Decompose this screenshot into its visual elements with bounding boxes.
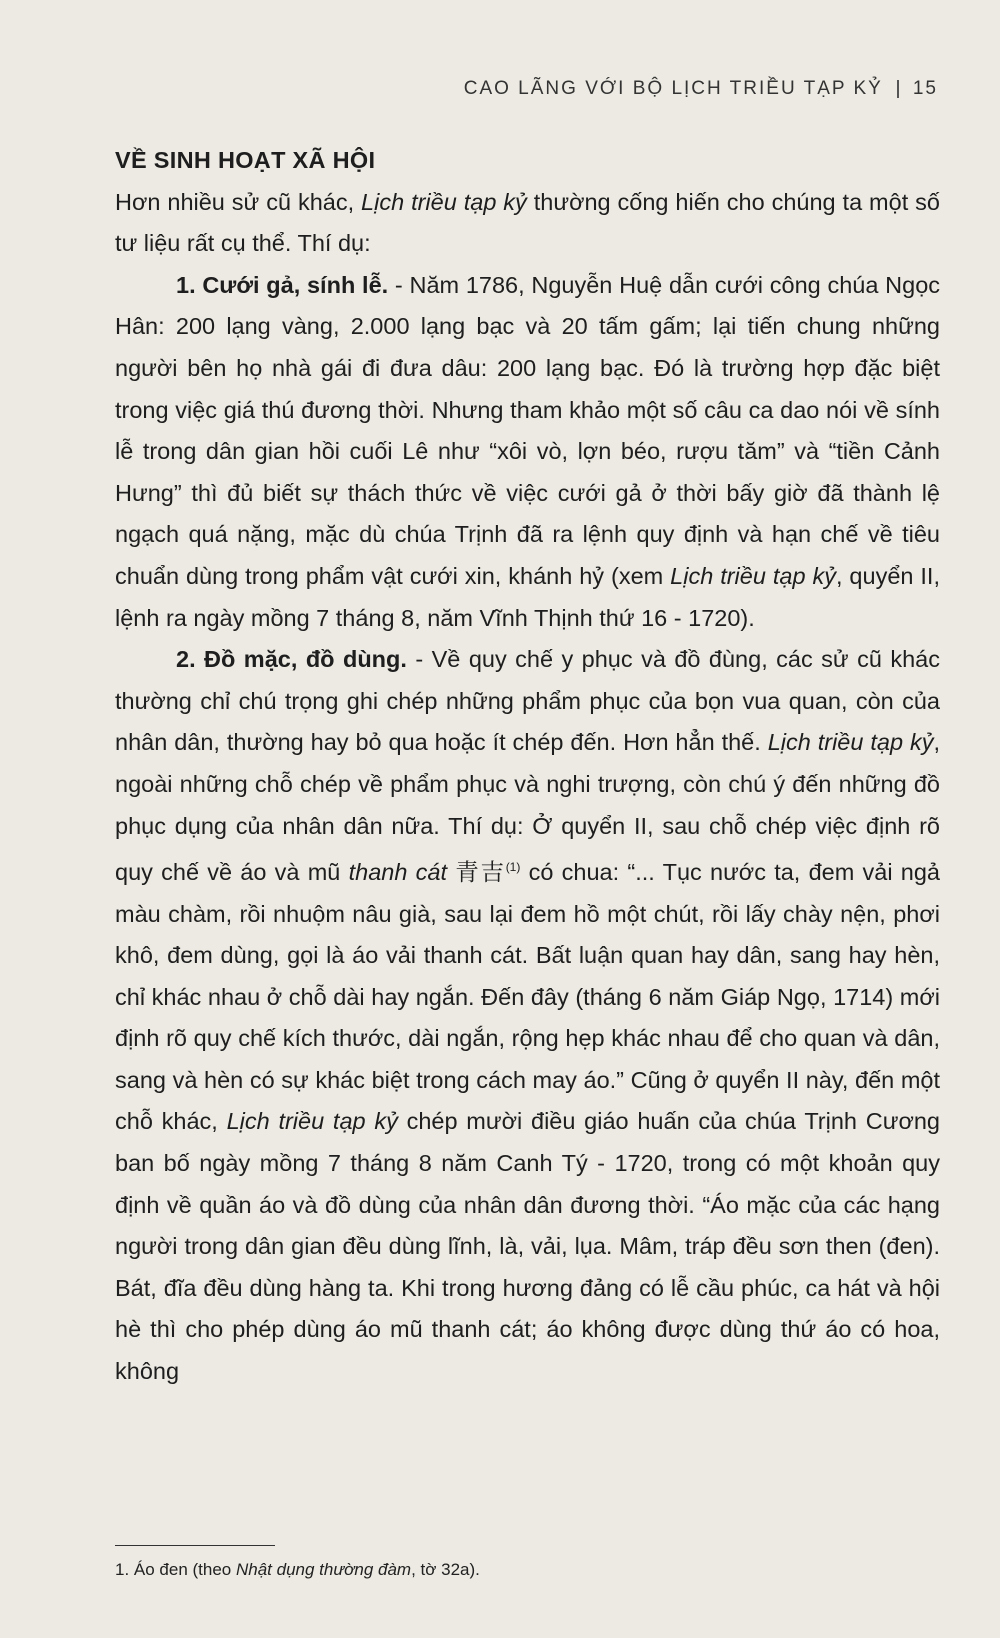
footnote-divider <box>115 1545 275 1546</box>
header-divider <box>897 80 899 98</box>
section-title: VỀ SINH HOẠT XÃ HỘI <box>115 147 376 173</box>
running-header <box>464 78 938 100</box>
footnote: 1. Áo đen (theo Nhật dụng thường đàm, tờ 32a). <box>115 1560 480 1579</box>
paragraph-weddings: 1. Cưới gả, sính lễ. - Năm 1786, Nguyễn Huệ dẫn cưới công chúa Ngọc Hân: 200 lạng vàng, 2.000 lạng bạc và 20 tấm gấm; lại tiến chung những người bên họ nhà gái đi đưa dâu: 200 lạng bạc. Đó là trường hợp đặc biệt trong việc giá thú đương thời. Nhưng tham khảo một số câu ca dao nói về sính lễ trong dân gian hồi cuối Lê như “xôi vò, lợn béo, rượu tăm” và “tiền Cảnh Hưng” thì đủ biết sự thách thức về việc cưới gả ở thời bấy giờ đã thành lệ ngạch quá nặng, mặc dù chúa Trịnh đã ra lệnh quy định và hạn chế về tiêu chuẩn dùng trong phẩm vật cưới xin, khánh hỷ (xem Lịch triều tạp kỷ, quyển II, lệnh ra ngày mồng 7 tháng 8, năm Vĩnh Thịnh thứ 16 - 1720). <box>115 271 941 631</box>
intro-paragraph: Hơn nhiều sử cũ khác, Lịch triều tạp kỷ thường cống hiến cho chúng ta một số tư liệu rất cụ thể. Thí dụ: <box>115 188 940 257</box>
footnote-marker: (1) <box>505 860 521 875</box>
item-heading: 1. Cưới gả, sính lễ. <box>176 271 389 298</box>
body-text <box>115 140 940 1393</box>
running-title: CAO LÃNG VỚI BỘ LỊCH TRIỀU TẠP KỶ <box>463 78 883 99</box>
page-number: 15 <box>912 78 938 99</box>
paragraph-clothing: 2. Đồ mặc, đồ dùng. - Về quy chế y phục và đồ đùng, các sử cũ khác thường chỉ chú trọng ghi chép những phẩm phục của bọn vua quan, còn của nhân dân, thường hay bỏ qua hoặc ít chép đến. Hơn hẳn thế. Lịch triều tạp kỷ, ngoài những chỗ chép về phẩm phục và nghi trượng, còn chú ý đến những đồ phục dụng của nhân dân nữa. Thí dụ: Ở quyển II, sau chỗ chép việc định rõ quy chế về áo và mũ thanh cát 青吉$^{(1)}$ có chua: “... Tục nước ta, đem vải ngả màu chàm, rồi nhuộm nâu già, sau lại đem hồ một chút, rồi lấy chày nện, phơi khô, đem dùng, gọi là áo vải thanh cát. Bất luận quan hay dân, sang hay hèn, chỉ khác nhau ở chỗ dài hay ngắn. Đến đây (tháng 6 năm Giáp Ngọ, 1714) mới định rõ quy chế kích thước, dài ngắn, rộng hẹp khác nhau để cho quan và dân, sang và hèn có sự khác biệt trong cách may áo.” Cũng ở quyển II này, đến một chỗ khác, Lịch triều tạp kỷ chép mười điều giáo huấn của chúa Trịnh Cương ban bố ngày mồng 7 tháng 8 năm Canh Tý - 1720, trong có một khoản quy định về quần áo và đồ dùng của nhân dân đương thời. “Áo mặc của các hạng người trong dân gian đều dùng lĩnh, là, vải, lụa. Mâm, tráp đều sơn then (đen). Bát, đĩa đều dùng hàng ta. Khi trong hương đảng có lễ cầu phúc, ca hát và hội hè thì cho phép dùng áo mũ thanh cát; áo không được dùng thứ áo có hoa, không <box>115 646 941 1385</box>
item-heading: 2. Đồ mặc, đồ dùng. <box>176 646 407 673</box>
